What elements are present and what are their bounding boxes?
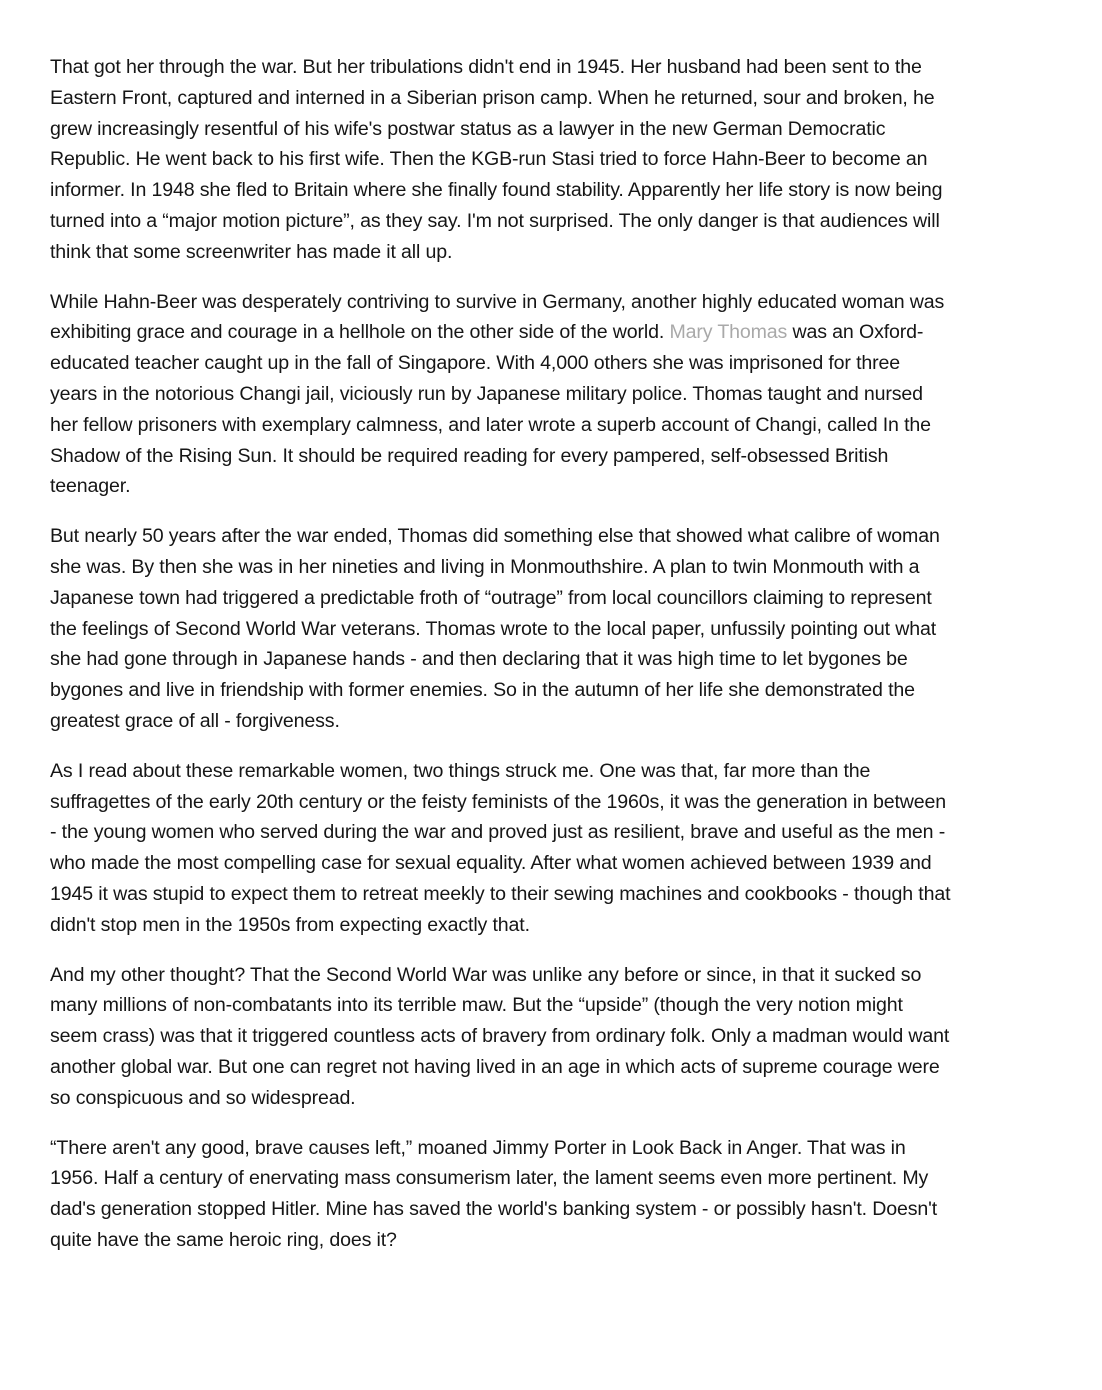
- text-line: the feelings of Second World War veterans. Thomas wrote to the local paper, unfussily pointing out what: [50, 617, 936, 640]
- text-line: 1945 it was stupid to expect them to retreat meekly to their sewing machines and cookbooks - though that: [50, 882, 951, 905]
- text-line: many millions of non-combatants into its terrible maw. But the “upside” (though the very notion might: [50, 994, 903, 1017]
- text-line: Shadow of the Rising Sun. It should be required reading for every pampered, self-obsessed British: [50, 444, 889, 467]
- text-line: But nearly 50 years after the war ended, Thomas did something else that showed what calibre of woman: [50, 525, 940, 548]
- text-line: seem crass) was that it triggered countless acts of bravery from ordinary folk. Only a madman would want: [50, 1025, 950, 1048]
- text-line: she had gone through in Japanese hands - and then declaring that it was high time to let bygones be: [50, 648, 908, 671]
- text-line: who made the most compelling case for sexual equality. After what women achieved between 1939 and: [50, 852, 932, 875]
- text-line: dad's generation stopped Hitler. Mine has saved the world's banking system - or possibly hasn't. Doesn't: [50, 1198, 938, 1221]
- text-line: Eastern Front, captured and interned in a Siberian prison camp. When he returned, sour and broken, he: [50, 86, 935, 109]
- text-line: “There aren't any good, brave causes left,” moaned Jimmy Porter in Look Back in Anger. That was in: [50, 1136, 906, 1159]
- text-line: greatest grace of all - forgiveness.: [50, 709, 340, 732]
- text-line: - the young women who served during the war and proved just as resilient, brave and useful as the men -: [50, 821, 946, 844]
- text-line: another global war. But one can regret not having lived in an age in which acts of supreme courage were: [50, 1055, 940, 1078]
- paragraph-1: [50, 52, 1050, 268]
- text-line: 1956. Half a century of enervating mass consumerism later, the lament seems even more pertinent. My: [50, 1167, 929, 1190]
- paragraph-6: [50, 1133, 1050, 1256]
- paragraph-4: [50, 756, 1050, 941]
- text-line: That got her through the war. But her tribulations didn't end in 1945. Her husband had been sent to the: [50, 56, 922, 78]
- text-fragment: was an Oxford-: [787, 321, 924, 344]
- text-line-mixed: [50, 317, 1050, 348]
- paragraph-3: [50, 521, 1050, 737]
- text-line: grew increasingly resentful of his wife's postwar status as a lawyer in the new German Democratic: [50, 117, 886, 140]
- text-line: quite have the same heroic ring, does it?: [50, 1228, 397, 1251]
- document-page: [50, 52, 1050, 1275]
- paragraph-2: [50, 287, 1050, 503]
- text-line: As I read about these remarkable women, two things struck me. One was that, far more than the: [50, 759, 871, 782]
- text-line: her fellow prisoners with exemplary calmness, and later wrote a superb account of Changi, called In the: [50, 413, 931, 436]
- text-line: think that some screenwriter has made it all up.: [50, 240, 453, 263]
- paragraph-5: [50, 960, 1050, 1114]
- text-line: years in the notorious Changi jail, viciously run by Japanese military police. Thomas taught and nursed: [50, 382, 923, 405]
- text-line: teenager.: [50, 475, 131, 498]
- text-line: didn't stop men in the 1950s from expecting exactly that.: [50, 913, 530, 936]
- text-line: Republic. He went back to his first wife. Then the KGB-run Stasi tried to force Hahn-Beer to become an: [50, 148, 928, 171]
- text-line: While Hahn-Beer was desperately contriving to survive in Germany, another highly educated woman was: [50, 290, 945, 313]
- text-line: turned into a “major motion picture”, as they say. I'm not surprised. The only danger is that audiences will: [50, 209, 940, 232]
- text-line: bygones and live in friendship with former enemies. So in the autumn of her life she demonstrated the: [50, 679, 915, 702]
- text-line: Japanese town had triggered a predictable froth of “outrage” from local councillors claiming to represent: [50, 586, 932, 609]
- highlighted-name: Mary Thomas: [669, 321, 788, 344]
- text-line: And my other thought? That the Second World War was unlike any before or since, in that it sucked so: [50, 963, 922, 986]
- text-line: informer. In 1948 she fled to Britain where she finally found stability. Apparently her life story is now being: [50, 179, 943, 202]
- text-line: suffragettes of the early 20th century or the feisty feminists of the 1960s, it was the generation in between: [50, 790, 947, 813]
- text-line: educated teacher caught up in the fall of Singapore. With 4,000 others she was imprisoned for three: [50, 352, 900, 375]
- text-line: so conspicuous and so widespread.: [50, 1086, 356, 1109]
- text-fragment: exhibiting grace and courage in a hellhole on the other side of the world.: [50, 321, 670, 344]
- text-line: she was. By then she was in her nineties and living in Monmouthshire. A plan to twin Monmouth with a: [50, 555, 920, 578]
